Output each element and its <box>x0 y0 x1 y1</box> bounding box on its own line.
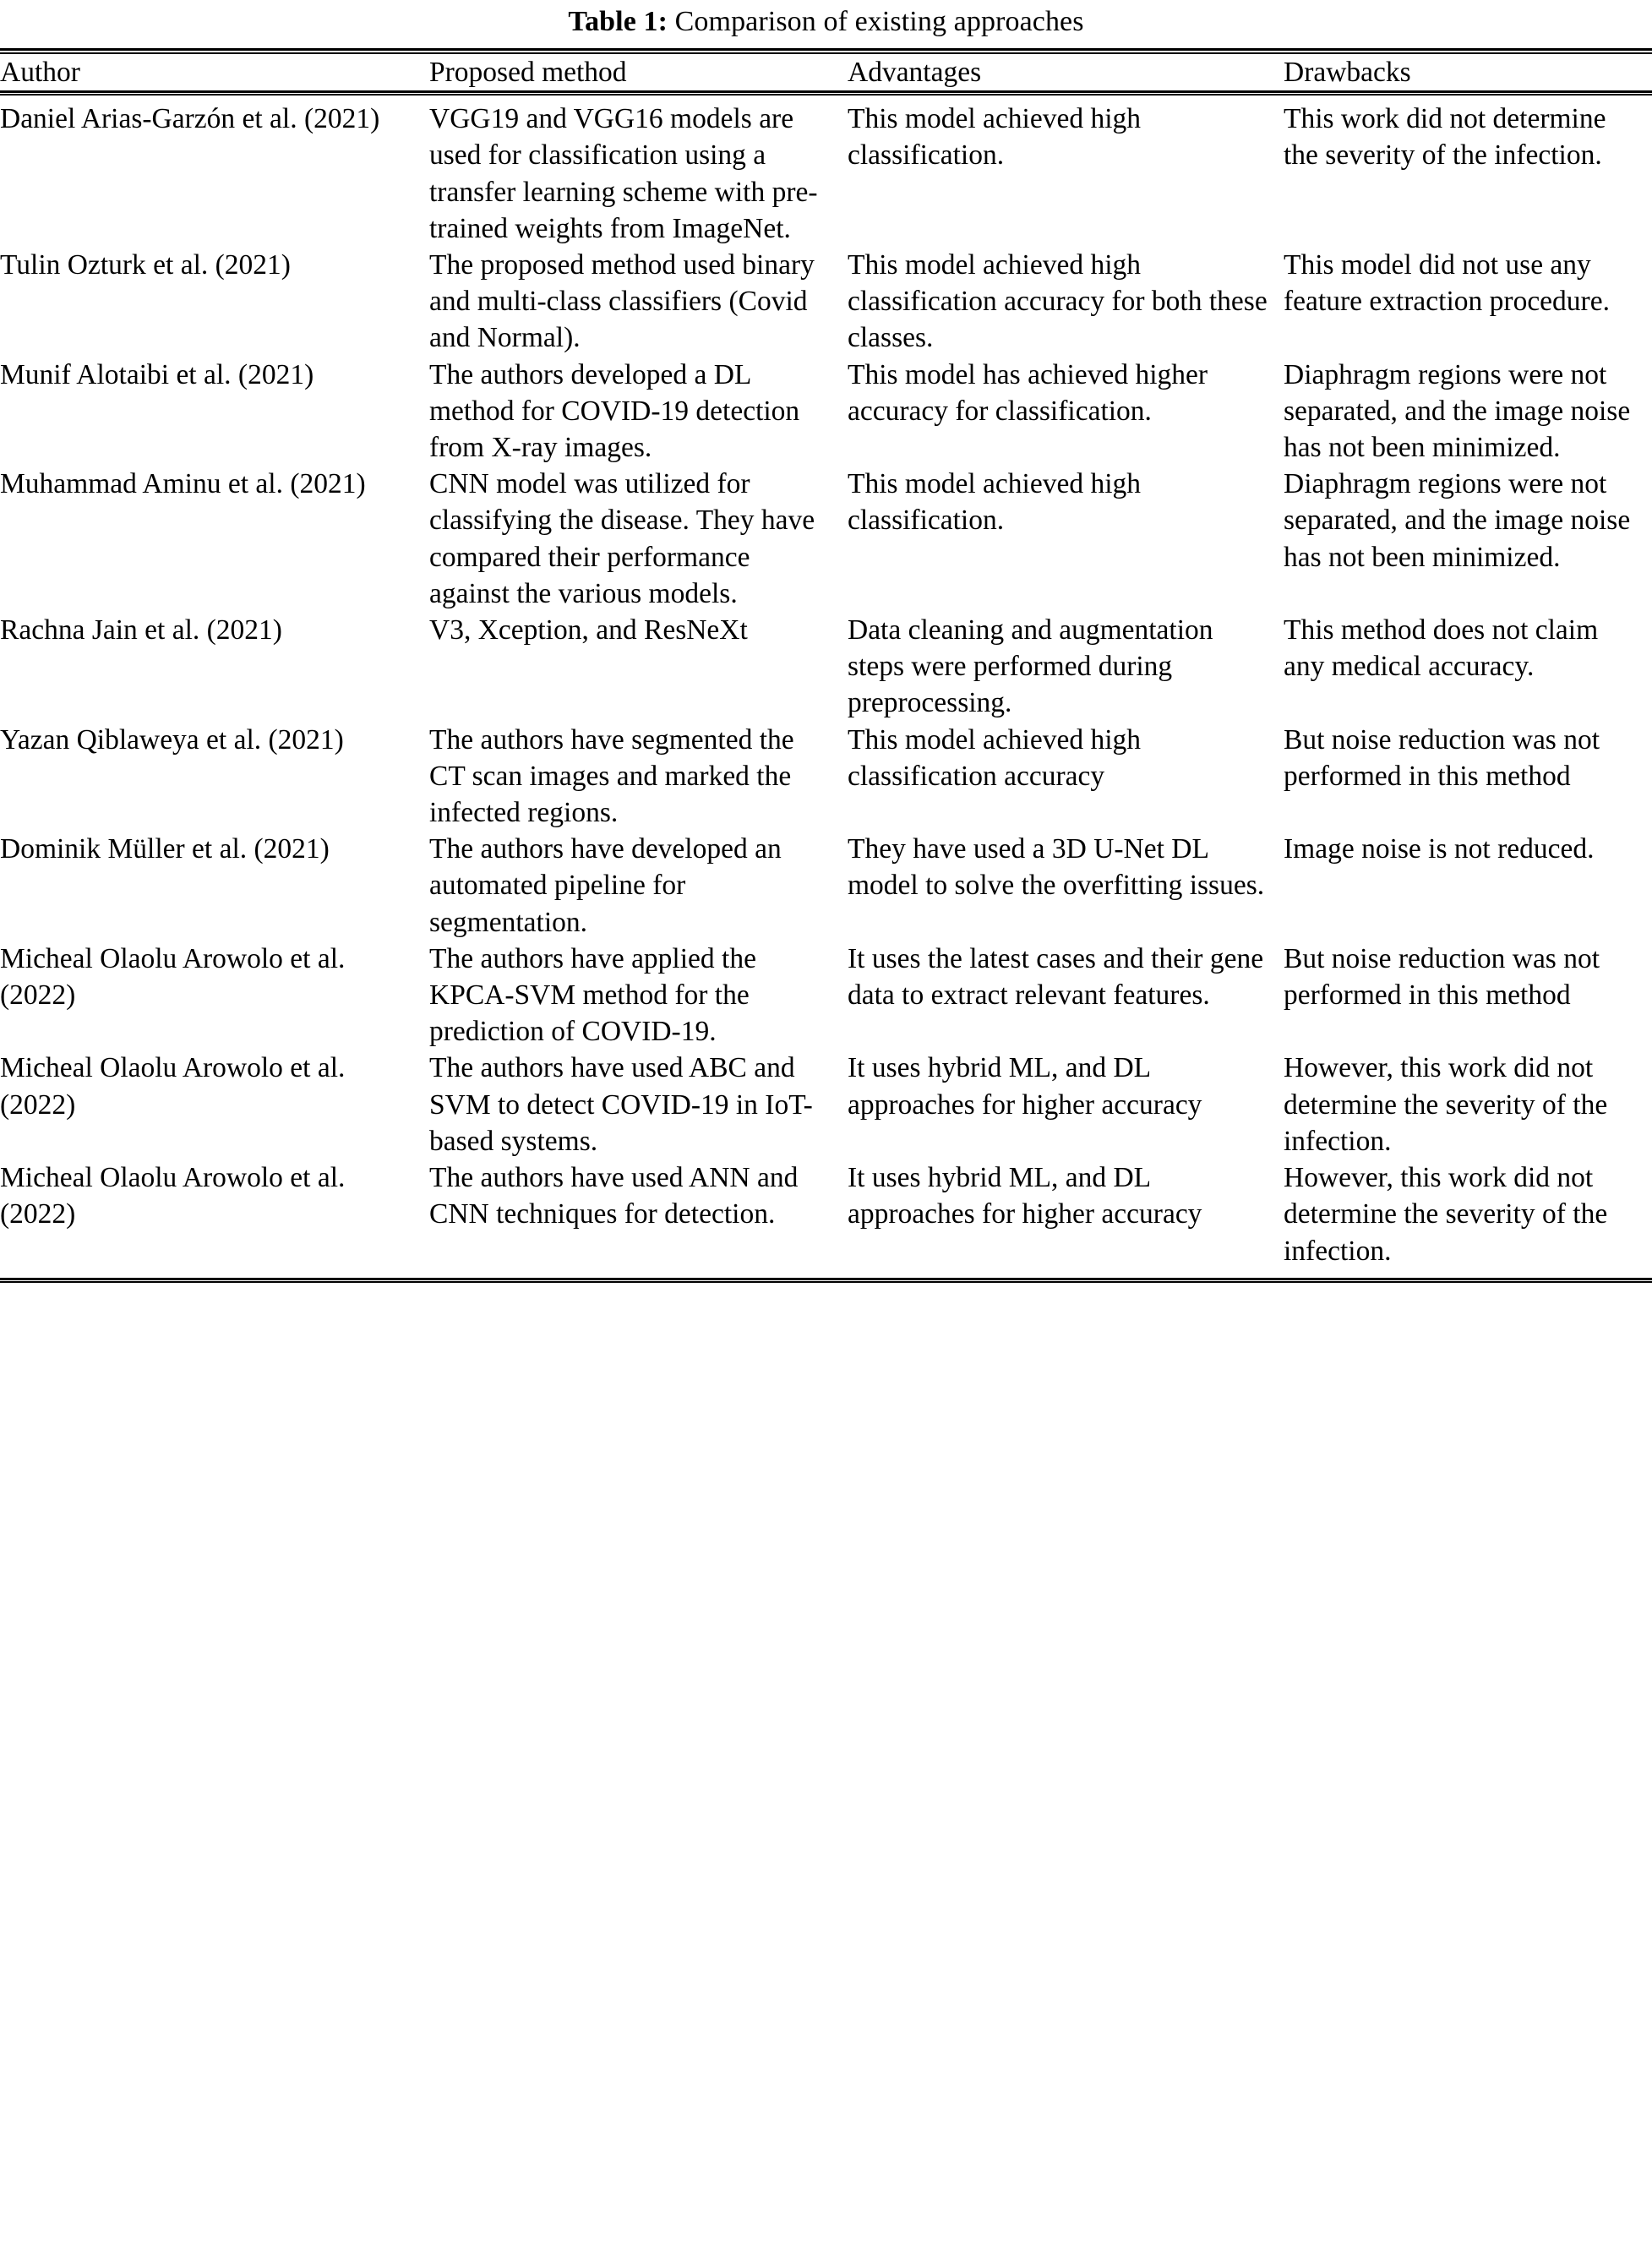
table-row <box>0 1050 1652 1159</box>
cell-author: Munif Alotaibi et al. (2021) <box>0 358 314 390</box>
cell-drawbacks: However, this work did not determine the severity of the infection. <box>1284 1052 1608 1157</box>
cell-method: The authors have applied the KPCA-SVM method for the prediction of COVID-19. <box>429 942 756 1048</box>
cell-drawbacks: But noise reduction was not performed in this method <box>1284 942 1600 1012</box>
cell-drawbacks: But noise reduction was not performed in this method <box>1284 723 1600 792</box>
table-row <box>0 612 1652 722</box>
table-row <box>0 722 1652 832</box>
cell-method: The authors have developed an automated pipeline for segmentation. <box>429 833 782 938</box>
cell-drawbacks: Diaphragm regions were not separated, and the image noise has not been minimized. <box>1284 358 1631 464</box>
cell-method: CNN model was utilized for classifying the disease. They have compared their performance against the various models. <box>429 468 815 609</box>
cell-drawbacks: However, this work did not determine the severity of the infection. <box>1284 1162 1608 1267</box>
comparison-table <box>0 54 1652 90</box>
cell-method: The authors have used ABC and SVM to detect COVID-19 in IoT-based systems. <box>429 1052 813 1157</box>
cell-drawbacks: This method does not claim any medical accuracy. <box>1284 614 1599 683</box>
cell-author: Micheal Olaolu Arowolo et al. (2022) <box>0 1162 346 1230</box>
cell-method: VGG19 and VGG16 models are used for classification using a transfer learning scheme with pre-trained weights from ImageNet. <box>429 103 818 244</box>
cell-advantages: This model achieved high classification. <box>848 103 1142 172</box>
cell-author: Daniel Arias-Garzón et al. (2021) <box>0 103 380 135</box>
cell-drawbacks: This work did not determine the severity of the infection. <box>1284 103 1606 172</box>
cell-method: The authors developed a DL method for COVID-19 detection from X-ray images. <box>429 358 800 464</box>
cell-advantages: This model achieved high classification accuracy <box>848 723 1142 792</box>
cell-advantages: It uses hybrid ML, and DL approaches for higher accuracy <box>848 1162 1202 1230</box>
table-top-rule <box>0 48 1652 54</box>
cell-advantages: This model has achieved higher accuracy for classification. <box>848 358 1208 427</box>
table-row <box>0 831 1652 941</box>
cell-author: Muhammad Aminu et al. (2021) <box>0 468 366 500</box>
table-row <box>0 1159 1652 1278</box>
cell-advantages: It uses hybrid ML, and DL approaches for higher accuracy <box>848 1052 1202 1121</box>
cell-author: Rachna Jain et al. (2021) <box>0 614 282 646</box>
table-header-row <box>0 54 1652 90</box>
cell-drawbacks: Image noise is not reduced. <box>1284 833 1595 865</box>
table-header <box>0 54 1652 90</box>
column-header-drawbacks: Drawbacks <box>1284 57 1411 88</box>
table-caption <box>0 0 1652 48</box>
table-row <box>0 95 1652 247</box>
cell-advantages: They have used a 3D U-Net DL model to solve the overfitting issues. <box>848 833 1265 902</box>
cell-author: Tulin Ozturk et al. (2021) <box>0 249 291 281</box>
cell-author: Yazan Qiblaweya et al. (2021) <box>0 723 344 756</box>
cell-drawbacks: This model did not use any feature extraction procedure. <box>1284 249 1610 318</box>
cell-author: Micheal Olaolu Arowolo et al. (2022) <box>0 1052 346 1121</box>
table-row <box>0 247 1652 357</box>
column-header-author: Author <box>0 57 80 88</box>
comparison-table-body-wrapper <box>0 95 1652 1278</box>
cell-author: Dominik Müller et al. (2021) <box>0 833 330 865</box>
cell-author: Micheal Olaolu Arowolo et al. (2022) <box>0 942 346 1012</box>
cell-drawbacks: Diaphragm regions were not separated, and the image noise has not been minimized. <box>1284 468 1631 573</box>
table-row <box>0 466 1652 612</box>
cell-method: The authors have used ANN and CNN techniques for detection. <box>429 1162 799 1230</box>
table-caption-label: Table 1: <box>568 6 668 37</box>
cell-advantages: This model achieved high classification accuracy for both these classes. <box>848 249 1268 354</box>
table-caption-text: Comparison of existing approaches <box>674 6 1084 37</box>
table-body <box>0 95 1652 1278</box>
cell-method: The proposed method used binary and multi-class classifiers (Covid and Normal). <box>429 249 815 354</box>
column-header-advantages: Advantages <box>848 57 982 88</box>
cell-advantages: Data cleaning and augmentation steps were performed during preprocessing. <box>848 614 1213 719</box>
cell-method: The authors have segmented the CT scan images and marked the infected regions. <box>429 723 794 829</box>
table-row <box>0 941 1652 1050</box>
cell-advantages: It uses the latest cases and their gene data to extract relevant features. <box>848 942 1264 1012</box>
table-row <box>0 357 1652 466</box>
cell-advantages: This model achieved high classification. <box>848 468 1142 537</box>
cell-method: V3, Xception, and ResNeXt <box>429 614 748 646</box>
table-bottom-rule <box>0 1278 1652 1283</box>
column-header-method: Proposed method <box>429 57 627 88</box>
